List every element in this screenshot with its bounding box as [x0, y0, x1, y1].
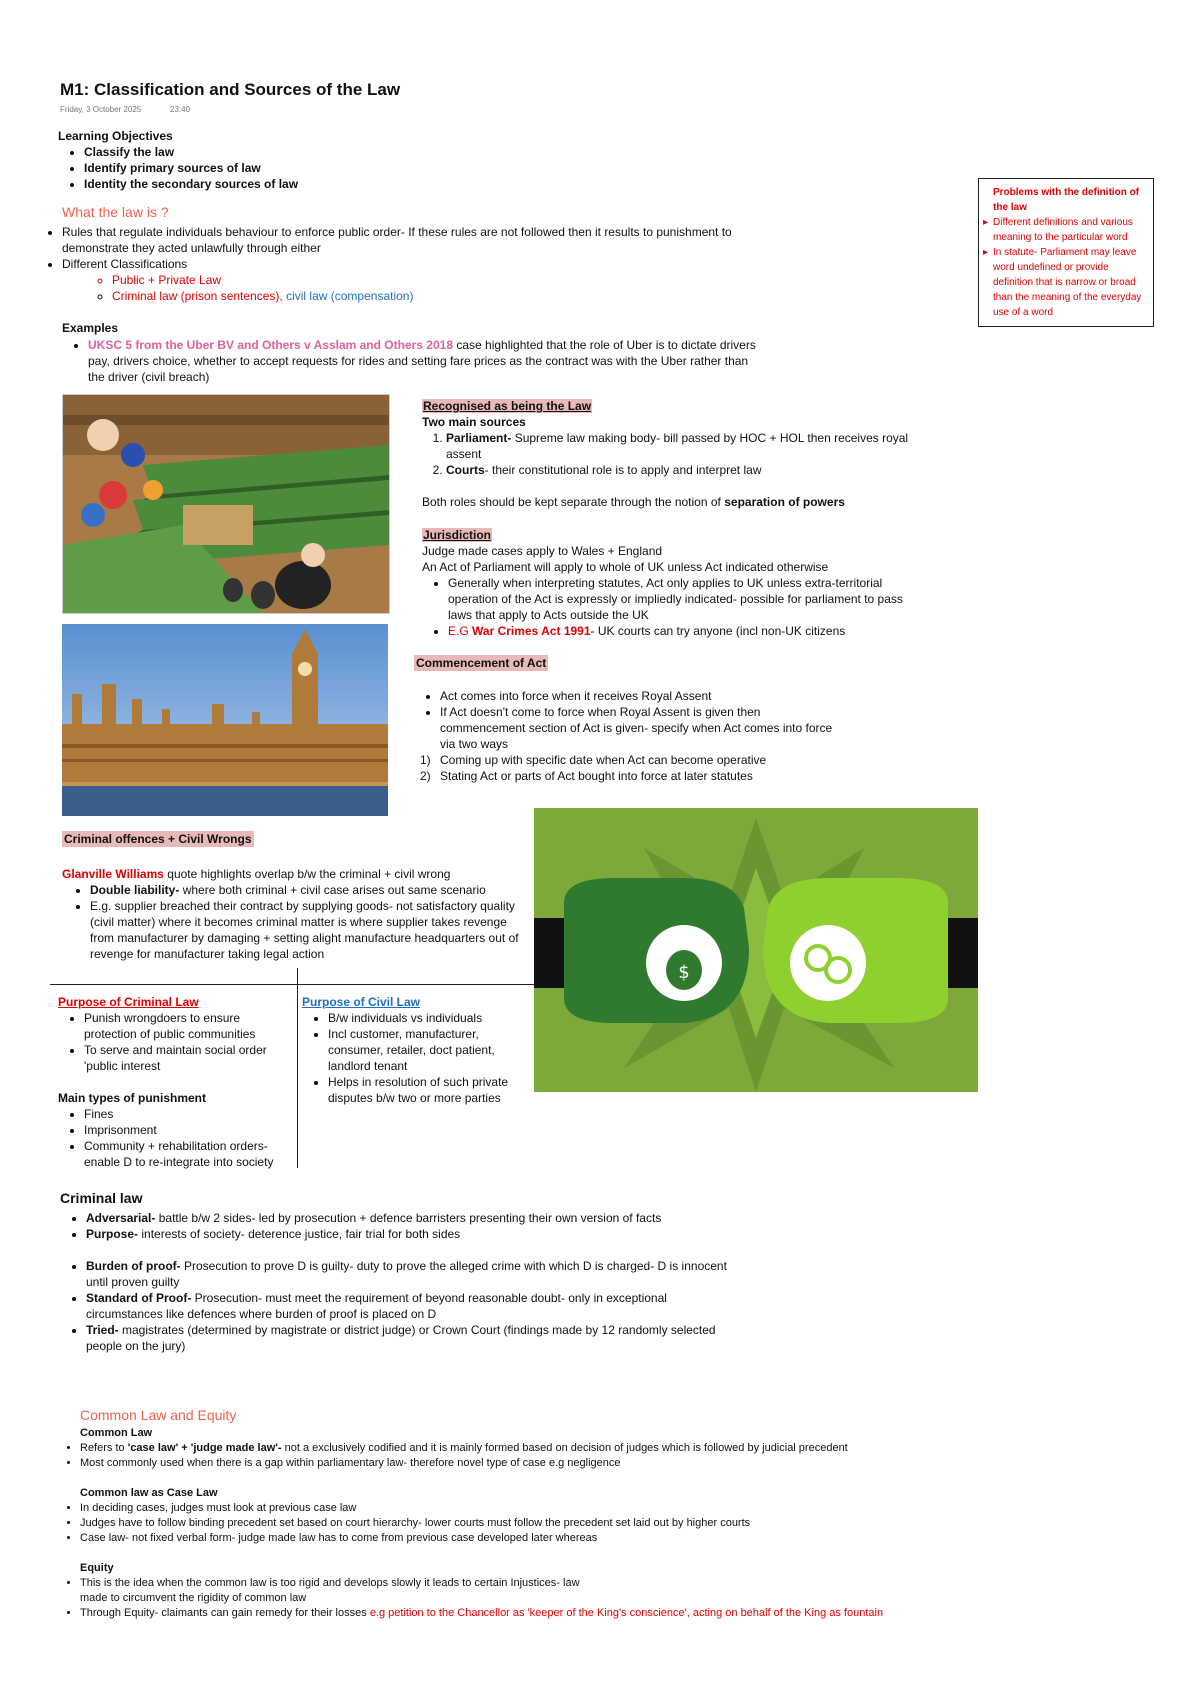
arrow-bullet-icon: ▸ [983, 217, 989, 228]
list-item [420, 752, 840, 768]
criminal-law-label: Criminal law (prison sentences), [112, 289, 283, 303]
jurisdiction-line: An Act of Parliament will apply to whole of UK unless Act indicated otherwise [422, 560, 829, 574]
num-label: 1) [420, 753, 431, 767]
list-item [86, 1226, 742, 1242]
list-item [446, 462, 922, 478]
item-text: battle b/w 2 sides- led by prosecution + defence barristers presenting their own version of facts [158, 1211, 662, 1225]
eq2-text: Through Equity- claimants can gain remedy for their losses [80, 1607, 367, 1619]
box-item-text: Different definitions and various meaning to the particular word [993, 217, 1133, 243]
recognised-section [422, 398, 922, 510]
list-item: • Case law- not fixed verbal form- judge made law has to come from previous case developed later whereas [80, 1531, 1022, 1546]
separation-bold: separation of powers [724, 495, 845, 509]
civil-law-label: civil law (compensation) [286, 289, 414, 303]
list-item: • Act comes into force when it receives Royal Assent [440, 688, 840, 704]
double-liability-label: Double liability- [90, 883, 180, 897]
box-heading: Problems with the definition of the law [993, 187, 1140, 213]
arrow-bullet-icon: ▸ [983, 247, 989, 258]
item-label: Burden of proof- [86, 1259, 181, 1273]
parliament-text: Supreme law making body- bill passed by HOC + HOL then receives royal assent [446, 431, 909, 461]
list-item: • In deciding cases, judges must look at previous case law [80, 1501, 1022, 1516]
list-item: • Helps in resolution of such private disputes b/w two or more parties [328, 1074, 532, 1106]
list-item [90, 882, 524, 898]
list-item: • Identify primary sources of law [84, 160, 558, 176]
boxing-gloves-image [534, 808, 978, 1092]
box-item [983, 245, 1145, 320]
section-heading-what-law: What the law is ? [62, 204, 169, 220]
list-item: • Imprisonment [84, 1122, 294, 1138]
courts-text: - their constitutional role is to apply and interpret law [484, 463, 762, 477]
criminal-law-heading: Criminal law [60, 1190, 143, 1206]
box-item [983, 215, 1145, 245]
common-law-section [62, 1426, 1022, 1621]
punishment-heading: Main types of punishment [58, 1091, 207, 1105]
item-text: Prosecution to prove D is guilty- duty to prove the alleged crime with which D is charged- D is innocent until proven guilty [86, 1259, 727, 1289]
list-item: • B/w individuals vs individuals [328, 1010, 532, 1026]
case-name: UKSC 5 from the Uber BV and Others v Asslam and Others 2018 [88, 338, 453, 352]
jurisdiction-heading: Jurisdiction [423, 528, 492, 542]
item-label: Adversarial- [86, 1211, 156, 1225]
parliament-photo [62, 624, 388, 816]
criminal-law-section [62, 1210, 742, 1354]
list-item: • Rules that regulate individuals behaviour to enforce public order- If these rules are not followed then it results to punishment to demonstrate they acted unlawfully through either [62, 224, 780, 256]
list-item: • E.g. supplier breached their contract by supplying goods- not satisfactory quality (civil matter) where it becomes criminal matter is where supplier takes revenge from manufacturer by damaging + setting alight manufacture headquarters out of revenge for manufacturer taking legal action [90, 898, 524, 962]
recognised-heading: Recognised as being the Law [423, 399, 592, 413]
list-item [112, 288, 780, 304]
list-item [80, 1441, 1022, 1456]
war-crimes-text: - UK courts can try anyone (incl non-UK citizens [590, 624, 846, 638]
case-text: case highlighted that the role of Uber is to dictate drivers pay, drivers choice, whether to accept requests for rides and setting fare prices as the contract was with the Uber rather than the driver (civil breach) [88, 338, 756, 384]
box-item-text: In statute- Parliament may leave word undefined or provide definition that is narrow or broad than the meaning of the everyday use of a word [993, 247, 1142, 318]
list-item: • Community + rehabilitation orders- enable D to re-integrate into society [84, 1138, 294, 1170]
svg-text:$: $ [678, 962, 690, 983]
item-text: Prosecution- must meet the requirement of beyond reasonable doubt- only in exceptional circumstances like defences where burden of proof is placed on D [86, 1291, 667, 1321]
what-law-content [40, 224, 780, 304]
courts-label: Courts [446, 463, 485, 477]
list-item-text: Stating Act or parts of Act bought into force at later statutes [440, 769, 753, 783]
commencement-heading-wrap [414, 656, 548, 670]
glanville-williams: Glanville Williams [62, 867, 164, 881]
criminal-civil-section [62, 866, 524, 962]
item-label: Standard of Proof- [86, 1291, 192, 1305]
list-item [62, 256, 780, 304]
equity-sub: Equity [80, 1562, 114, 1574]
item-text: magistrates (determined by magistrate or district judge) or Crown Court (findings made by 12 randomly selected people on the jury) [86, 1323, 716, 1353]
jurisdiction-section [422, 527, 922, 639]
commencement-heading: Commencement of Act [416, 656, 547, 670]
parliament-label: Parliament- [446, 431, 512, 445]
double-liability-text: where both criminal + civil case arises out same scenario [182, 883, 486, 897]
list-item: • Generally when interpreting statutes, Act only applies to UK unless extra-territorial operation of the Act is expressly or impliedly indicated- possible for parliament to pass laws that apply to Acts outside the UK [448, 575, 922, 623]
page-time: 23:40 [170, 105, 191, 114]
quote-text: quote highlights overlap b/w the criminal + civil wrong [167, 867, 451, 881]
list-item [86, 1210, 742, 1226]
list-item [448, 623, 922, 639]
learning-objectives [58, 128, 558, 192]
list-item: • Fines [84, 1106, 294, 1122]
criminal-civil-heading: Criminal offences + Civil Wrongs [64, 832, 252, 846]
common-law-sub: Common Law [80, 1427, 153, 1439]
vertical-divider [297, 968, 298, 1168]
definition-problems-box [978, 178, 1154, 327]
objectives-heading: Learning Objectives [58, 129, 173, 143]
list-item [420, 768, 840, 784]
eq2-red: e.g petition to the Chancellor as 'keeper of the King's conscience', acting on behalf of the King as fountain [369, 1607, 884, 1619]
examples-content [62, 337, 762, 385]
item-label: Purpose- [86, 1227, 139, 1241]
list-item: • Judges have to follow binding precedent set based on court hierarchy- lower courts must follow the precedent set laid out by higher courts [80, 1516, 1022, 1531]
list-item: • Most commonly used when there is a gap within parliamentary law- therefore novel type of case e.g negligence [80, 1456, 1022, 1471]
separation-text: Both roles should be kept separate through the notion of [422, 495, 721, 509]
commencement-section [420, 688, 840, 784]
item-text: interests of society- deterence justice, fair trial for both sides [141, 1227, 461, 1241]
common-law-heading: Common Law and Equity [80, 1407, 237, 1423]
purpose-criminal-heading: Purpose of Criminal Law [58, 995, 199, 1009]
parliament-cartoon-image [62, 394, 390, 614]
recognised-subheading: Two main sources [422, 415, 526, 429]
case-law-sub: Common law as Case Law [80, 1487, 218, 1499]
page-date: Friday, 3 October 2025 [60, 105, 142, 114]
list-item-text: Different Classifications [62, 257, 188, 271]
examples-heading: Examples [62, 321, 119, 335]
list-item: • If Act doesn't come to force when Royal Assent is given then commencement section of Act is given- specify when Act comes into force via two ways [440, 704, 840, 752]
purpose-criminal-section [58, 994, 294, 1170]
list-item-text: Coming up with specific date when Act can become operative [440, 753, 767, 767]
list-item: • To serve and maintain social order 'public interest [84, 1042, 294, 1074]
eg-label: E.G [448, 624, 469, 638]
list-item [80, 1606, 1022, 1621]
list-item: • Punish wrongdoers to ensure protection of public communities [84, 1010, 294, 1042]
list-item [86, 1258, 742, 1290]
list-item: • Incl customer, manufacturer, consumer, retailer, doct patient, landlord tenant [328, 1026, 532, 1074]
list-item: ◦ Public + Private Law [112, 272, 780, 288]
list-item: • This is the idea when the common law is too rigid and develops slowly it leads to certain Injustices- law made to circumvent the rigidity of common law [80, 1576, 600, 1606]
list-item [86, 1290, 742, 1322]
jurisdiction-line: Judge made cases apply to Wales + England [422, 544, 663, 558]
war-crimes-act: War Crimes Act 1991 [472, 624, 591, 638]
case-law-bold: 'case law' + 'judge made law'- [127, 1442, 282, 1454]
list-item [86, 1322, 742, 1354]
horizontal-divider [50, 984, 534, 985]
list-item [88, 337, 762, 385]
list-item: • Identity the secondary sources of law [84, 176, 558, 192]
list-item [446, 430, 922, 462]
purpose-civil-heading: Purpose of Civil Law [302, 995, 421, 1009]
page-title: M1: Classification and Sources of the Law [60, 80, 401, 99]
criminal-civil-heading-wrap [62, 832, 254, 846]
purpose-civil-section [302, 994, 532, 1106]
item-label: Tried- [86, 1323, 119, 1337]
list-item: • Classify the law [84, 144, 558, 160]
c1-text: not a exclusively codified and it is mainly formed based on decision of judges which is followed by judicial precedent [284, 1442, 848, 1454]
num-label: 2) [420, 769, 431, 783]
refers-text: Refers to [80, 1442, 125, 1454]
